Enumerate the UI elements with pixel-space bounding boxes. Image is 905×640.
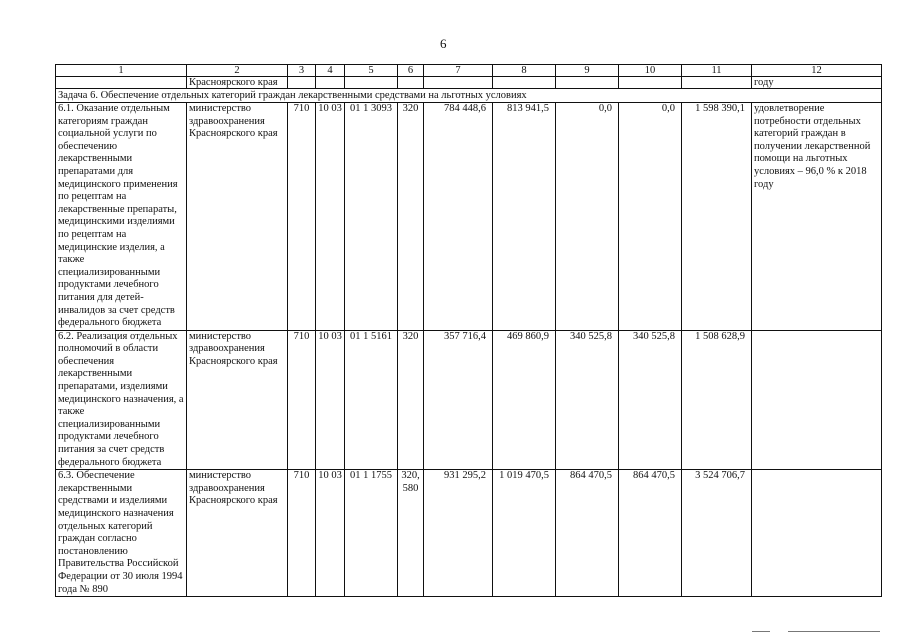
- year3-amount: 864 470,5: [556, 470, 619, 597]
- year4-amount: 0,0: [619, 103, 682, 331]
- continuation-row: [56, 77, 882, 89]
- grbs-code: 710: [288, 103, 316, 331]
- grbs-code: 710: [288, 470, 316, 597]
- column-number: 9: [556, 65, 619, 77]
- table-row: [56, 470, 882, 597]
- activity-name: 6.2. Реализация отдельных полномочий в области обеспечения лекарственными препаратами, изделиями медицинского назначения, а также специализированными продуктами лечебного питания за счет средств федерального бюджета: [56, 330, 187, 470]
- vr-code: 320, 580: [398, 470, 424, 597]
- year3-amount: 0,0: [556, 103, 619, 331]
- year1-amount: 784 448,6: [424, 103, 493, 331]
- column-number: 1: [56, 65, 187, 77]
- grbs-code: 710: [288, 330, 316, 470]
- year1-amount: 931 295,2: [424, 470, 493, 597]
- csr-code: 01 1 3093: [345, 103, 398, 331]
- column-number: 6: [398, 65, 424, 77]
- column-number: 5: [345, 65, 398, 77]
- scan-mark: [788, 631, 880, 632]
- continuation-result: году: [752, 77, 882, 89]
- continuation-ministry: Красноярского края: [187, 77, 288, 89]
- year4-amount: 864 470,5: [619, 470, 682, 597]
- year2-amount: 469 860,9: [493, 330, 556, 470]
- total-amount: 1 598 390,1: [682, 103, 752, 331]
- column-number: 4: [316, 65, 345, 77]
- total-amount: 3 524 706,7: [682, 470, 752, 597]
- year1-amount: 357 716,4: [424, 330, 493, 470]
- column-number: 12: [752, 65, 882, 77]
- year4-amount: 340 525,8: [619, 330, 682, 470]
- program-activities-table: [55, 64, 882, 597]
- expected-result: удовлетворение потребности отдельных категорий граждан в получении лекарственной помощи на льготных условиях – 96,0 % к 2018 году: [752, 103, 882, 331]
- table-row: [56, 330, 882, 470]
- year3-amount: 340 525,8: [556, 330, 619, 470]
- vr-code: 320: [398, 103, 424, 331]
- column-number: 11: [682, 65, 752, 77]
- csr-code: 01 1 5161: [345, 330, 398, 470]
- rzpr-code: 10 03: [316, 330, 345, 470]
- expected-result: [752, 470, 882, 597]
- year2-amount: 1 019 470,5: [493, 470, 556, 597]
- activity-name: 6.1. Оказание отдельным категориям граждан социальной услуги по обеспечению лекарственными препаратами для медицинского применения по рецептам на лекарственные препараты, медицинскими изделиями по рецептам на медицинские изделия, а также специализированными продуктами лечебного питания для детей-инвалидов за счет средств федерального бюджета: [56, 103, 187, 331]
- column-number: 7: [424, 65, 493, 77]
- rzpr-code: 10 03: [316, 470, 345, 597]
- task-row: [56, 89, 882, 103]
- activity-name: 6.3. Обеспечение лекарственными средствами и изделиями медицинского назначения отдельных категорий граждан согласно постановлению Правительства Российской Федерации от 30 июля 1994 года № 890: [56, 470, 187, 597]
- expected-result: [752, 330, 882, 470]
- responsible-ministry: министерство здравоохранения Красноярского края: [187, 330, 288, 470]
- task-title: Задача 6. Обеспечение отдельных категорий граждан лекарственными средствами на льготных условиях: [56, 89, 882, 103]
- scan-mark: [752, 631, 770, 632]
- column-number-row: [56, 65, 882, 77]
- page-number: 6: [440, 36, 447, 51]
- responsible-ministry: министерство здравоохранения Красноярского края: [187, 103, 288, 331]
- column-number: 8: [493, 65, 556, 77]
- rzpr-code: 10 03: [316, 103, 345, 331]
- column-number: 3: [288, 65, 316, 77]
- csr-code: 01 1 1755: [345, 470, 398, 597]
- year2-amount: 813 941,5: [493, 103, 556, 331]
- total-amount: 1 508 628,9: [682, 330, 752, 470]
- table-row: [56, 103, 882, 331]
- responsible-ministry: министерство здравоохранения Красноярского края: [187, 470, 288, 597]
- vr-code: 320: [398, 330, 424, 470]
- column-number: 10: [619, 65, 682, 77]
- column-number: 2: [187, 65, 288, 77]
